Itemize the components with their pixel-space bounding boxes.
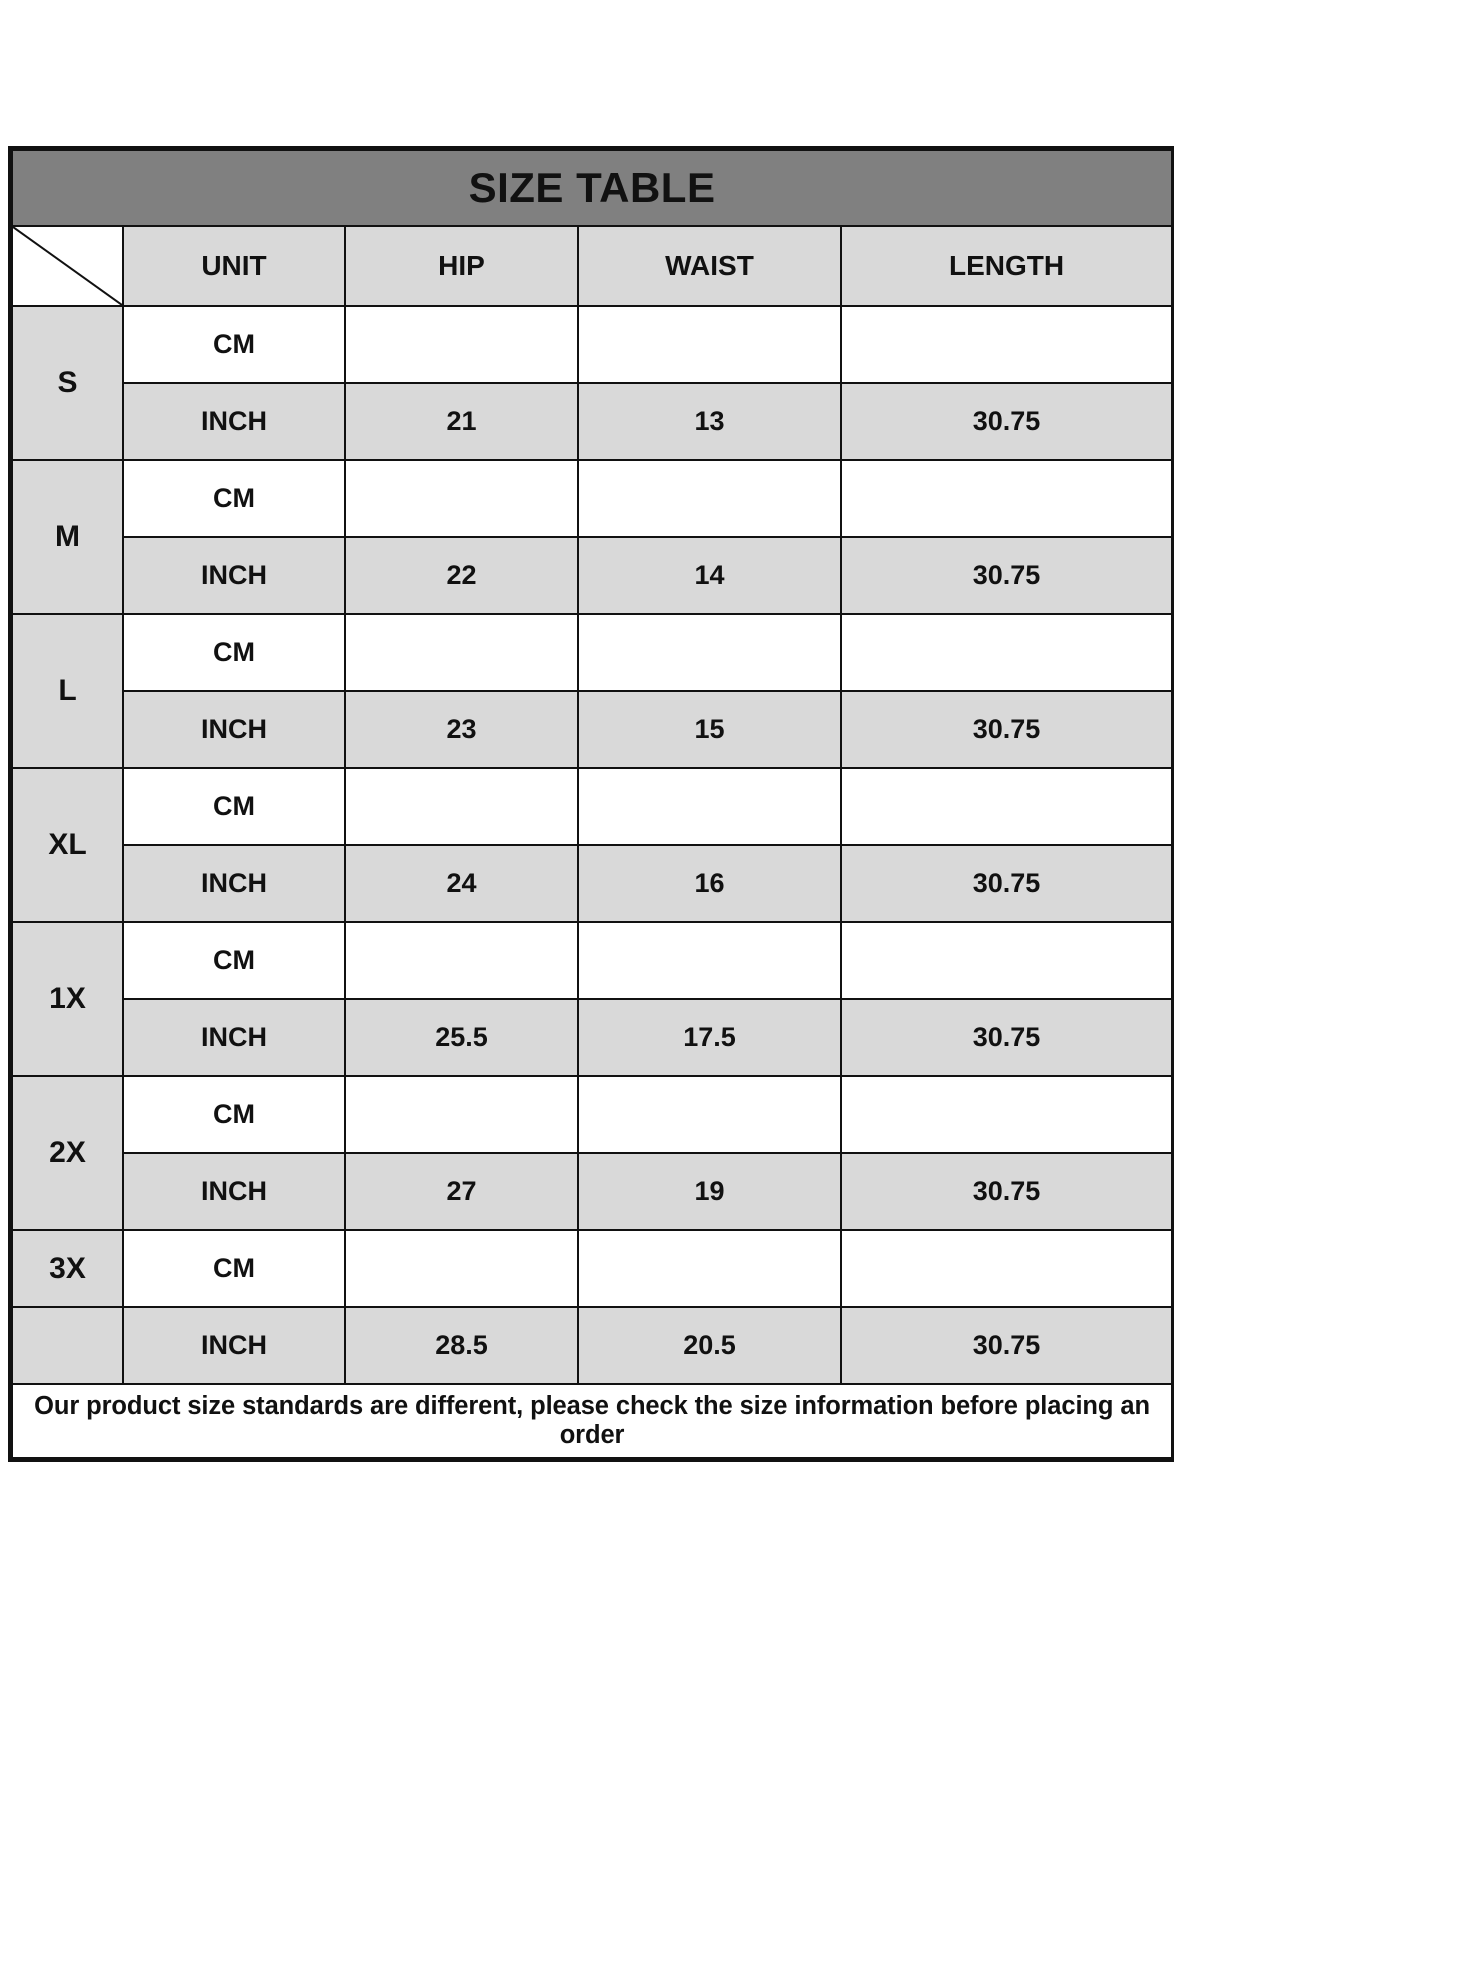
cell-hip-cm	[345, 614, 578, 691]
page-title: SIZE TABLE	[12, 150, 1172, 226]
unit-label-cm: CM	[123, 768, 345, 845]
table-row	[12, 1230, 1172, 1307]
cell-waist-inch: 17.5	[578, 999, 841, 1076]
cell-length-inch: 30.75	[841, 1307, 1172, 1384]
column-header-waist: WAIST	[578, 226, 841, 306]
cell-length-inch: 30.75	[841, 845, 1172, 922]
table-header-row	[12, 226, 1172, 306]
diagonal-corner-icon	[12, 226, 123, 306]
cell-hip-inch: 27	[345, 1153, 578, 1230]
cell-waist-cm	[578, 922, 841, 999]
cell-hip-inch: 25.5	[345, 999, 578, 1076]
cell-hip-inch: 24	[345, 845, 578, 922]
cell-length-cm	[841, 1076, 1172, 1153]
cell-waist-cm	[578, 1076, 841, 1153]
cell-waist-cm	[578, 460, 841, 537]
cell-length-cm	[841, 306, 1172, 383]
size-label-empty	[12, 1307, 123, 1384]
table-row	[12, 1153, 1172, 1230]
cell-length-cm	[841, 922, 1172, 999]
size-label-1x: 1X	[12, 922, 123, 1076]
cell-hip-inch: 21	[345, 383, 578, 460]
column-header-unit: UNIT	[123, 226, 345, 306]
cell-length-cm	[841, 1230, 1172, 1307]
unit-label-inch: INCH	[123, 691, 345, 768]
unit-label-inch: INCH	[123, 537, 345, 614]
unit-label-cm: CM	[123, 306, 345, 383]
size-table	[11, 149, 1173, 1459]
cell-waist-inch: 14	[578, 537, 841, 614]
cell-waist-inch: 20.5	[578, 1307, 841, 1384]
cell-hip-inch: 22	[345, 537, 578, 614]
cell-waist-inch: 15	[578, 691, 841, 768]
table-row	[12, 614, 1172, 691]
cell-waist-cm	[578, 306, 841, 383]
size-label-xl: XL	[12, 768, 123, 922]
table-row	[12, 845, 1172, 922]
table-row	[12, 306, 1172, 383]
unit-label-inch: INCH	[123, 999, 345, 1076]
cell-waist-cm	[578, 768, 841, 845]
unit-label-inch: INCH	[123, 845, 345, 922]
column-header-length: LENGTH	[841, 226, 1172, 306]
size-label-m: M	[12, 460, 123, 614]
table-note-row	[12, 1384, 1172, 1458]
cell-length-inch: 30.75	[841, 537, 1172, 614]
cell-length-inch: 30.75	[841, 383, 1172, 460]
cell-length-cm	[841, 768, 1172, 845]
cell-length-inch: 30.75	[841, 999, 1172, 1076]
table-row	[12, 691, 1172, 768]
unit-label-inch: INCH	[123, 383, 345, 460]
table-row	[12, 768, 1172, 845]
table-row	[12, 460, 1172, 537]
cell-hip-cm	[345, 1076, 578, 1153]
unit-label-inch: INCH	[123, 1307, 345, 1384]
cell-hip-cm	[345, 768, 578, 845]
cell-waist-inch: 19	[578, 1153, 841, 1230]
size-chart-sheet	[8, 146, 1174, 1462]
table-row	[12, 537, 1172, 614]
unit-label-cm: CM	[123, 614, 345, 691]
cell-waist-inch: 16	[578, 845, 841, 922]
cell-length-inch: 30.75	[841, 1153, 1172, 1230]
table-title-row	[12, 150, 1172, 226]
size-label-l: L	[12, 614, 123, 768]
table-row	[12, 383, 1172, 460]
cell-length-cm	[841, 460, 1172, 537]
cell-hip-cm	[345, 922, 578, 999]
unit-label-cm: CM	[123, 460, 345, 537]
table-row	[12, 999, 1172, 1076]
cell-length-cm	[841, 614, 1172, 691]
cell-hip-inch: 23	[345, 691, 578, 768]
cell-hip-cm	[345, 1230, 578, 1307]
cell-hip-inch: 28.5	[345, 1307, 578, 1384]
cell-length-inch: 30.75	[841, 691, 1172, 768]
unit-label-inch: INCH	[123, 1153, 345, 1230]
unit-label-cm: CM	[123, 1230, 345, 1307]
cell-hip-cm	[345, 306, 578, 383]
size-note: Our product size standards are different, please check the size information before placing an order	[12, 1384, 1172, 1458]
table-row	[12, 922, 1172, 999]
column-header-hip: HIP	[345, 226, 578, 306]
table-row	[12, 1307, 1172, 1384]
cell-hip-cm	[345, 460, 578, 537]
unit-label-cm: CM	[123, 1076, 345, 1153]
table-row	[12, 1076, 1172, 1153]
cell-waist-cm	[578, 1230, 841, 1307]
unit-label-cm: CM	[123, 922, 345, 999]
size-label-s: S	[12, 306, 123, 460]
cell-waist-cm	[578, 614, 841, 691]
size-label-2x: 2X	[12, 1076, 123, 1230]
cell-waist-inch: 13	[578, 383, 841, 460]
size-label-3x: 3X	[12, 1230, 123, 1307]
